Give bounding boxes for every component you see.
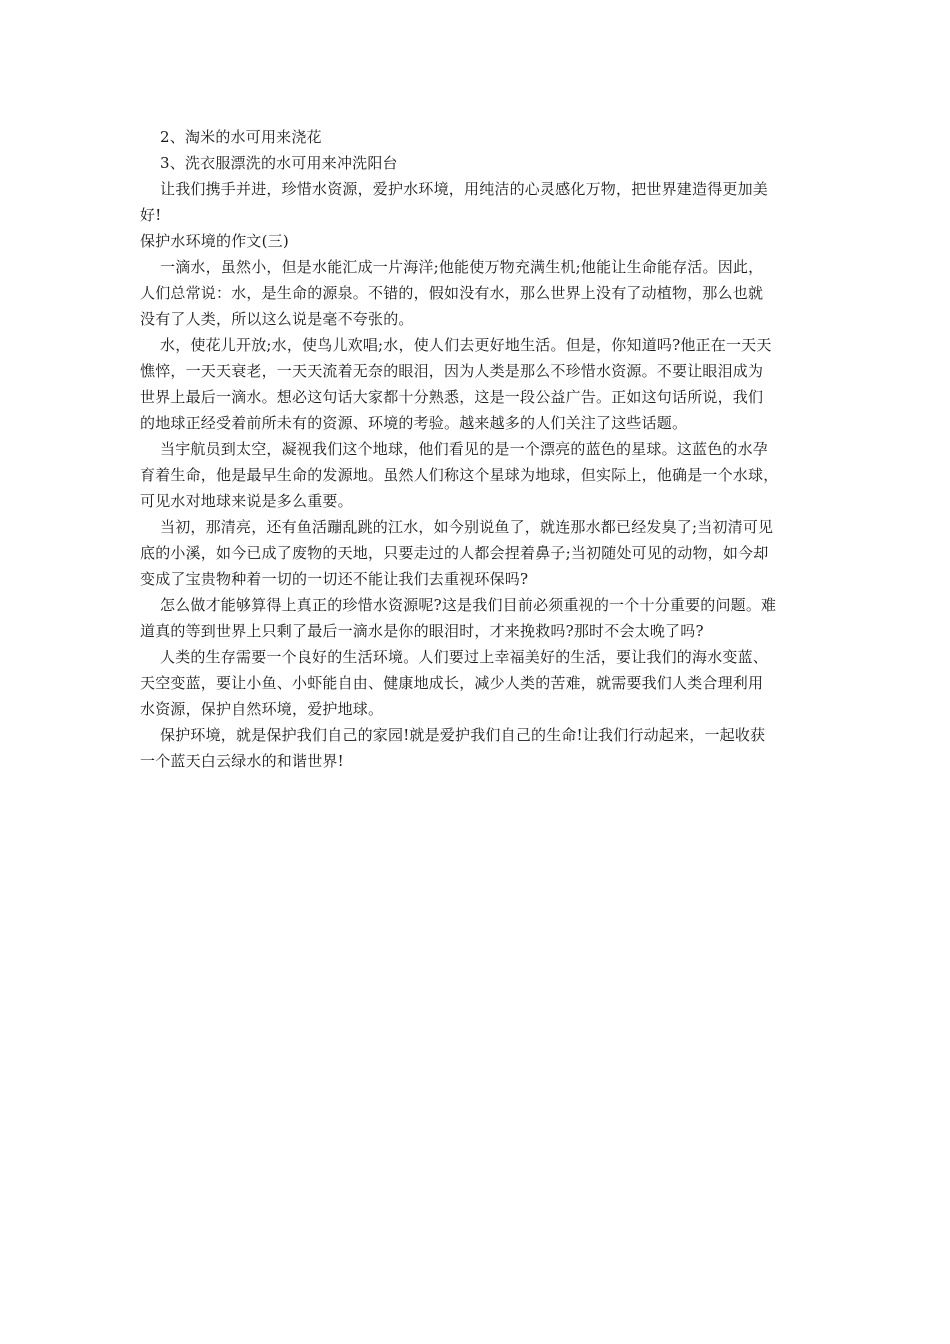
paragraph-line: 当初，那清亮，还有鱼活蹦乱跳的江水，如今别说鱼了，就连那水都已经发臭了;当初清可见 (160, 518, 774, 536)
paragraph-line: 底的小溪，如今已成了废物的天地，只要走过的人都会捏着鼻子;当初随处可见的动物，如今却 (140, 544, 769, 562)
list-item: 2、淘米的水可用来浇花 (160, 128, 322, 146)
paragraph-line: 一滴水，虽然小，但是水能汇成一片海洋;他能使万物充满生机;他能让生命能存活。因此， (160, 258, 764, 276)
paragraph-line: 人们总常说：水，是生命的源泉。不错的，假如没有水，那么世界上没有了动植物，那么也就 (140, 284, 764, 302)
paragraph-line: 的地球正经受着前所未有的资源、环境的考验。越来越多的人们关注了这些话题。 (140, 414, 688, 432)
paragraph-line: 没有了人类，所以这么说是毫不夸张的。 (140, 310, 414, 328)
paragraph-line: 憔悴，一天天衰老，一天天流着无奈的眼泪，因为人类是那么不珍惜水资源。不要让眼泪成为 (140, 362, 764, 380)
paragraph-line: 天空变蓝，要让小鱼、小虾能自由、健康地成长，减少人类的苦难，就需要我们人类合理利用 (140, 674, 764, 692)
section-heading: 保护水环境的作文(三) (140, 232, 289, 250)
paragraph-line: 好! (140, 206, 162, 224)
paragraph-line: 道真的等到世界上只剩了最后一滴水是你的眼泪时，才来挽救吗?那时不会太晚了吗? (140, 622, 704, 640)
paragraph-line: 怎么做才能够算得上真正的珍惜水资源呢?这是我们目前必须重视的一个十分重要的问题。难 (160, 596, 777, 614)
paragraph-line: 让我们携手并进，珍惜水资源，爱护水环境，用纯洁的心灵感化万物，把世界建造得更加美 (160, 180, 769, 198)
paragraph-line: 保护环境，就是保护我们自己的家园!就是爱护我们自己的生命!让我们行动起来，一起收获 (160, 726, 766, 744)
paragraph-line: 变成了宝贵物种着一切的一切还不能让我们去重视环保吗? (140, 570, 529, 588)
paragraph-line: 世界上最后一滴水。想必这句话大家都十分熟悉，这是一段公益广告。正如这句话所说，我们 (140, 388, 764, 406)
paragraph-line: 水，使花儿开放;水，使鸟儿欢唱;水，使人们去更好地生活。但是，你知道吗?他正在一天天 (160, 336, 772, 354)
paragraph-line: 人类的生存需要一个良好的生活环境。人们要过上幸福美好的生活，要让我们的海水变蓝、 (160, 648, 769, 666)
document-body (140, 124, 808, 774)
paragraph-line: 可见水对地球来说是多么重要。 (140, 492, 353, 510)
list-item: 3、洗衣服漂洗的水可用来冲洗阳台 (160, 154, 398, 172)
paragraph-line: 育着生命，他是最早生命的发源地。虽然人们称这个星球为地球，但实际上，他确是一个水球， (140, 466, 779, 484)
paragraph-line: 一个蓝天白云绿水的和谐世界! (140, 752, 344, 770)
paragraph-line: 水资源，保护自然环境，爱护地球。 (140, 700, 384, 718)
paragraph-line: 当宇航员到太空，凝视我们这个地球，他们看见的是一个漂亮的蓝色的星球。这蓝色的水孕 (160, 440, 769, 458)
